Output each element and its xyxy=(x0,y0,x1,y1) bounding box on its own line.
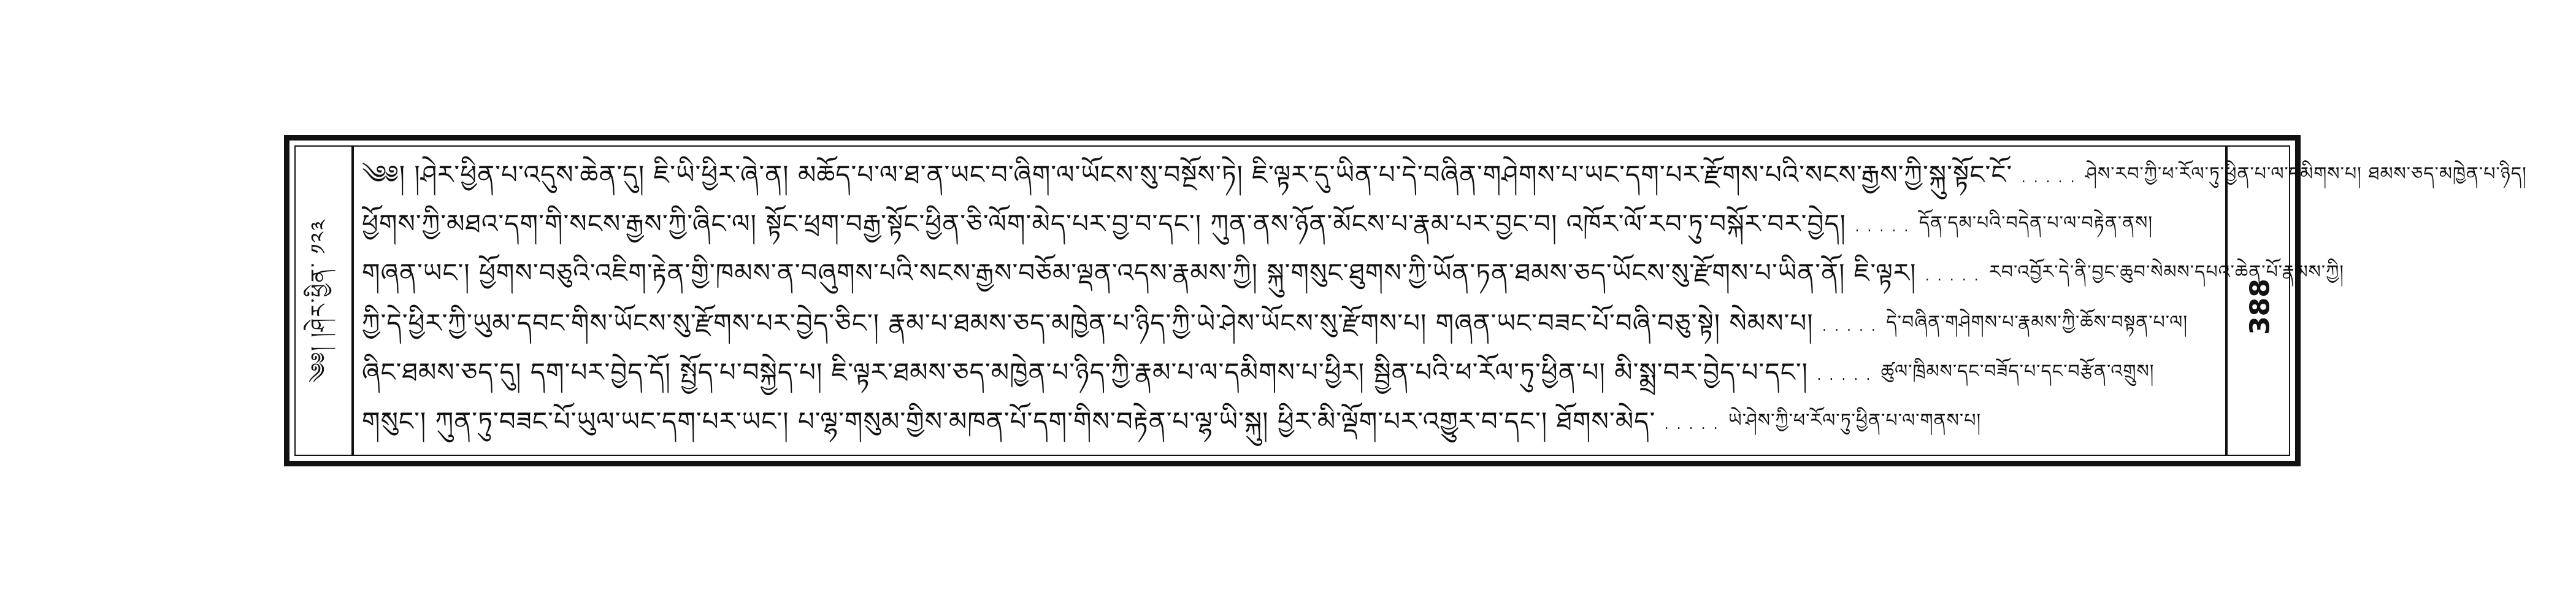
text-line xyxy=(362,249,2345,296)
interlinear-note: ཡེ་ཤེས་ཀྱི་ཕ་རོལ་ཏུ་ཕྱིན་པ་ལ་གནས་པ། xyxy=(1728,410,1982,431)
annotation-dots: . . . . . xyxy=(1855,220,1911,235)
interlinear-note: དེ་བཞིན་གཤེགས་པ་རྣམས་ཀྱི་ཆོས་བསྟན་པ་ལ། xyxy=(1886,312,2188,333)
text-line xyxy=(362,348,2220,396)
interlinear-note: ཚུལ་ཁྲིམས་དང་བཟོད་པ་དང་བརྩོན་འགྲུས། xyxy=(1880,361,2155,382)
annotation-dots: . . . . . xyxy=(1664,417,1720,433)
left-margin-label: ༄༅། །ཤེར་ཕྱིན་ ༡༢༣ xyxy=(307,218,331,383)
annotation-dots: . . . . . xyxy=(1822,319,1877,334)
text-line xyxy=(362,299,2220,347)
text-line xyxy=(362,199,2220,247)
annotation-dots: . . . . . xyxy=(1925,269,1980,284)
main-text: ཕྱོགས་ཀྱི་མཐའ་དག་གི་སངས་རྒྱས་ཀྱི་ཞིང་ལ། སྟོང་ཕྲག་བརྒྱ་སྟོང་ཕྱིན་ཅི་ལོག་མེད་པར་བྱ་བ་དང་། ཀུན་ནས་ཉོན་མོངས་པ་རྣམ་པར་བྱང་བ། འཁོར་ལོ་རབ་ཏུ་བསྐོར་བར་བྱེད། xyxy=(362,209,1847,239)
main-text: ཞིང་ཐམས་ཅད་དུ། དག་པར་བྱེད་དོ། སྤྱོད་པ་བསྐྱེད་པ། ཇི་ལྟར་ཐམས་ཅད་མཁྱེན་པ་ཉིད་ཀྱི་རྣམ་པ་ལ་དམིགས་པ་ཕྱིར། སྦྱིན་པའི་ཕ་རོལ་ཏུ་ཕྱིན་པ། མི་སྨྲ་བར་བྱེད་པ་དང་། xyxy=(362,357,1809,387)
page-number: 388 xyxy=(2244,279,2276,335)
main-text: ༄༅། །ཤེར་ཕྱིན་པ་འདུས་ཆེན་དུ། ཇི་ཡི་ཕྱིར་ཞེ་ན། མཆོད་པ་ལ་ཐ་ན་ཡང་བ་ཞིག་ལ་ཡོངས་སུ་བསྔོས་ཏེ། ཇི་ལྟར་དུ་ཡིན་པ་དེ་བཞིན་གཤེགས་པ་ཡང་དག་པར་རྫོགས་པའི་སངས་རྒྱས་ཀྱི་སྐུ་སྟོང་ངོ་ xyxy=(362,160,2013,190)
annotation-dots: . . . . . xyxy=(1817,368,1873,384)
annotation-dots: . . . . . xyxy=(2021,171,2077,186)
main-text: གསུང་། ཀུན་ཏུ་བཟང་པོ་ཡུལ་ཡང་དག་པར་ཡང་། པ་ལྷ་གསུམ་གྱིས་མཁན་པོ་དག་གིས་བརྟེན་པ་ལྷ་ཡི་སྐུ། ཕྱིར་མི་ལྡོག་པར་འགྱུར་བ་དང་། ཐོགས་མེད་ xyxy=(362,406,1656,436)
main-text: གཞན་ཡང་། ཕྱོགས་བཅུའི་འཇིག་རྟེན་གྱི་ཁམས་ན་བཞུགས་པའི་སངས་རྒྱས་བཅོམ་ལྡན་འདས་རྣམས་ཀྱི། སྐུ་གསུང་ཐུགས་ཀྱི་ཡོན་ཏན་ཐམས་ཅད་ཡོངས་སུ་རྫོགས་པ་ཡིན་ནོ། ཇི་ལྟར། xyxy=(362,258,1917,288)
interlinear-note: ཤེས་རབ་ཀྱི་ཕ་རོལ་ཏུ་ཕྱིན་པ་ལ་དམིགས་པ། ཐམས་ཅད་མཁྱེན་པ་ཉིད། xyxy=(2085,163,2527,185)
main-text: ཀྱི་དེ་ཕྱིར་ཀྱི་ཡུམ་དབང་གིས་ཡོངས་སུ་རྫོགས་པར་བྱེད་ཅིང་། རྣམ་པ་ཐམས་ཅད་མཁྱེན་པ་ཉིད་ཀྱི་ཡེ་ཤེས་ཡོངས་སུ་རྫོགས་པ། གཞན་ཡང་བཟང་པོ་བཞི་བཅུ་སྟེ། སེམས་པ། xyxy=(362,308,1814,338)
interlinear-note: རབ་འབྱོར་དེ་ནི་བྱང་ཆུབ་སེམས་དཔའ་ཆེན་པོ་རྣམས་ཀྱི། xyxy=(1989,261,2345,283)
text-line xyxy=(362,397,2220,445)
text-line xyxy=(362,150,2527,198)
interlinear-note: དོན་དམ་པའི་བདེན་པ་ལ་བརྟེན་ནས། xyxy=(1919,212,2153,234)
